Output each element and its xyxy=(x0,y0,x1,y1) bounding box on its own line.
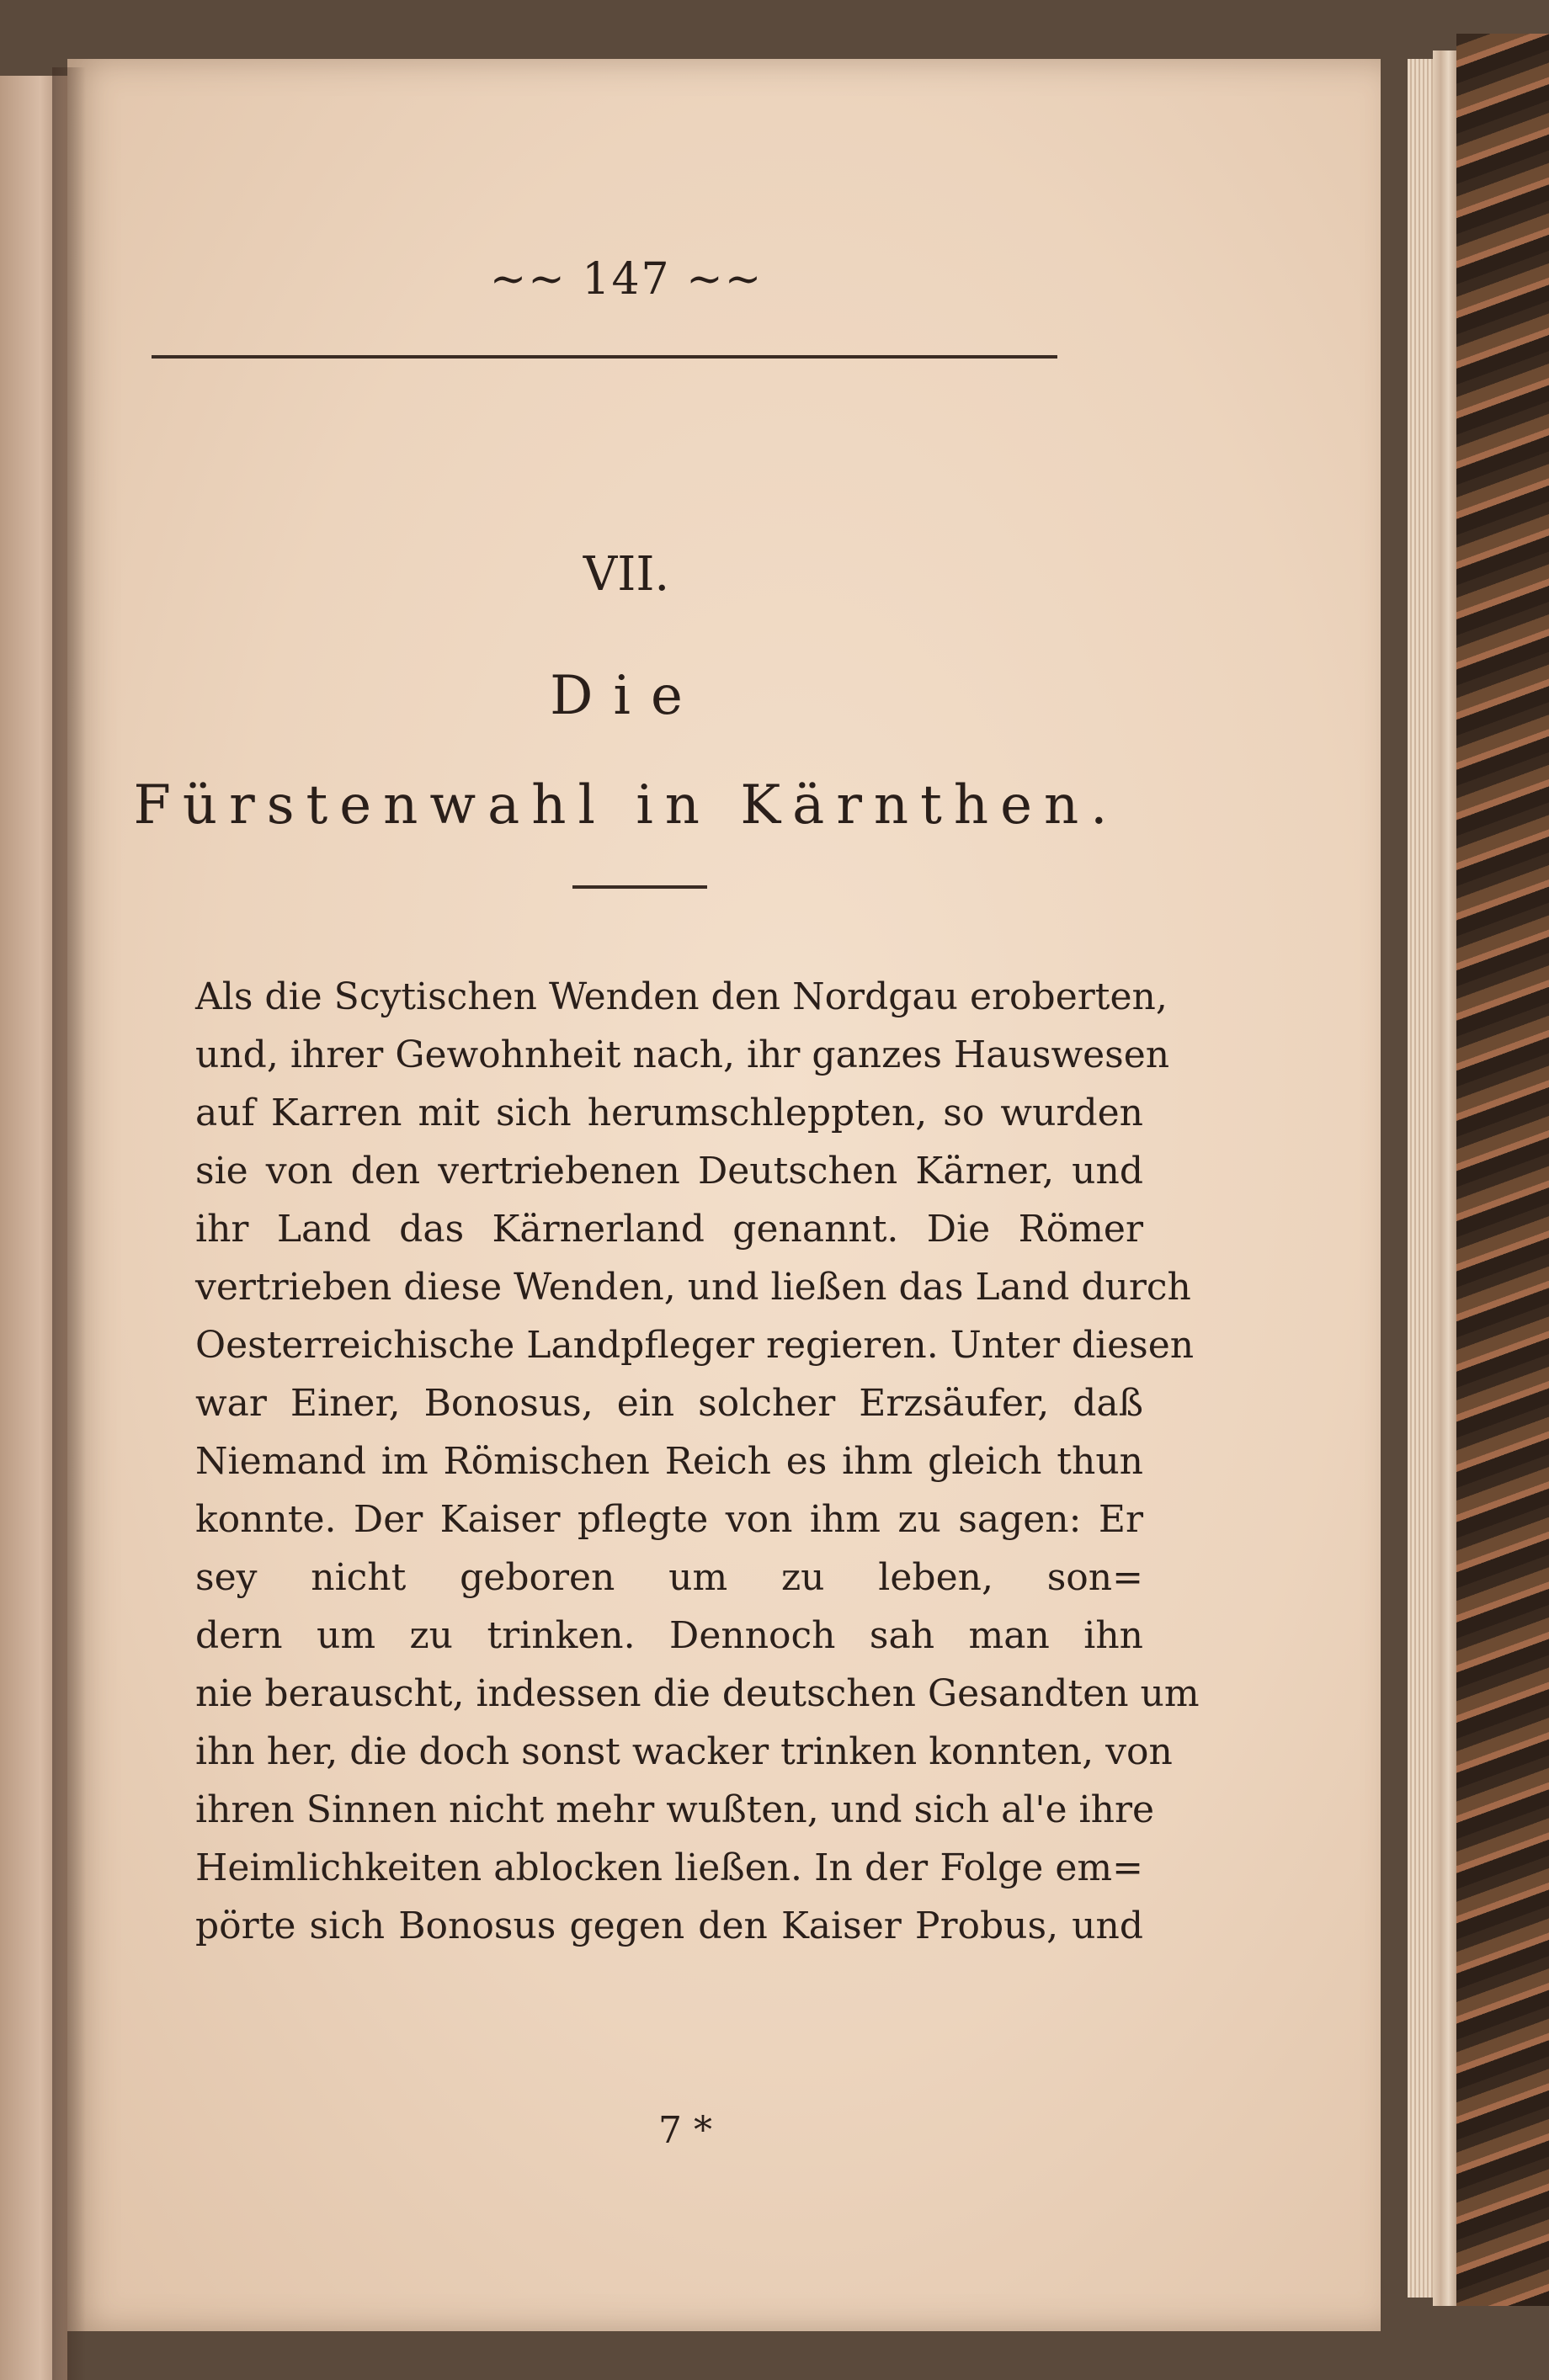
text-line: nie berauscht, indessen die deutschen Gesandten um xyxy=(195,1672,1200,1715)
gutter-shadow xyxy=(52,67,86,2380)
text-line: Heimlichkeiten ablocken ließen. In der Folge em= xyxy=(195,1846,1143,1889)
text-line: ihren Sinnen nicht mehr wußten, und sich al'e ihre xyxy=(195,1788,1155,1831)
page-stack-edge xyxy=(1408,59,1433,2298)
text-line: dern um zu trinken. Dennoch sah man ihn xyxy=(195,1614,1143,1657)
text-line: Oesterreichische Landpfleger regieren. Unter diesen xyxy=(195,1324,1195,1367)
text-line: war Einer, Bonosus, ein solcher Erzsäufer, daß xyxy=(195,1382,1143,1425)
chapter-number: VII. xyxy=(583,547,670,602)
page-number-header: ~~ 147 ~~ xyxy=(489,254,764,305)
body-text xyxy=(195,968,1200,1955)
chapter-title-line-1: Die xyxy=(550,665,703,727)
marbled-cover xyxy=(1456,34,1549,2306)
text-line: pörte sich Bonosus gegen den Kaiser Probus, und xyxy=(195,1905,1143,1947)
text-line: sie von den vertriebenen Deutschen Kärner, und xyxy=(195,1150,1143,1193)
text-line: konnte. Der Kaiser pflegte von ihm zu sagen: Er xyxy=(195,1498,1143,1541)
cover-board-edge xyxy=(1433,50,1456,2306)
text-line: und, ihrer Gewohnheit nach, ihr ganzes Hauswesen xyxy=(195,1033,1170,1076)
text-line: Als die Scytischen Wenden den Nordgau eroberten, xyxy=(195,975,1168,1018)
text-line: Niemand im Römischen Reich es ihm gleich thun xyxy=(195,1440,1143,1483)
text-line: ihn her, die doch sonst wacker trinken konnten, von xyxy=(195,1730,1173,1773)
text-line: vertrieben diese Wenden, und ließen das Land durch xyxy=(195,1266,1191,1309)
text-line: auf Karren mit sich herumschleppten, so wurden xyxy=(195,1092,1143,1134)
chapter-title-line-2: Fürstenwahl in Kärnthen. xyxy=(133,774,1120,837)
book-page xyxy=(67,59,1381,2331)
text-line: ihr Land das Kärnerland genannt. Die Römer xyxy=(195,1208,1143,1251)
title-rule xyxy=(572,885,707,889)
signature-mark: 7 * xyxy=(658,2109,712,2152)
header-rule xyxy=(152,355,1057,359)
text-line: sey nicht geboren um zu leben, son= xyxy=(195,1556,1143,1599)
